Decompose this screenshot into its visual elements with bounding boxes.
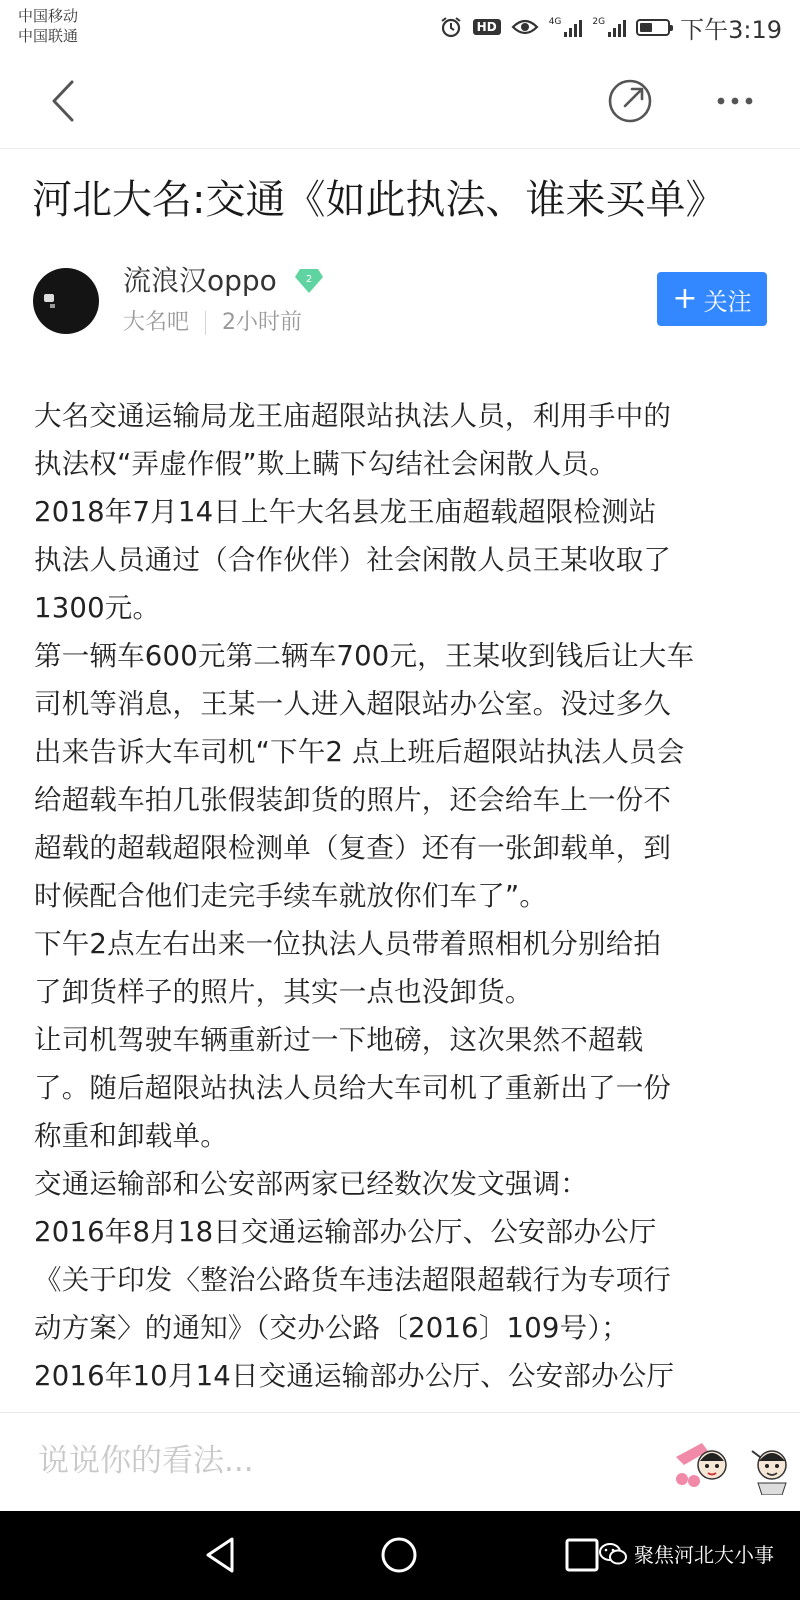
status-icons: [439, 12, 782, 42]
battery-icon: [636, 19, 670, 36]
body-line: 动方案〉的通知》（交办公路〔2016〕109号）；: [34, 1312, 629, 1344]
signal-1-icon: [549, 17, 583, 37]
body-line: 下午2点左右出来一位执法人员带着照相机分别给拍: [34, 928, 662, 960]
follow-button[interactable]: [657, 272, 767, 326]
watermark-text: 聚焦河北大小事: [634, 1543, 774, 1567]
watermark: [598, 1539, 774, 1568]
battery-fill: [640, 23, 652, 32]
carrier-info: [18, 6, 78, 46]
avatar-light: [44, 294, 54, 302]
post-time: 2小时前: [222, 310, 303, 335]
system-nav-bar: [0, 1511, 800, 1600]
body-line: 司机等消息，王某一人进入超限站办公室。没过多久: [34, 688, 672, 720]
hd-icon: HD: [473, 19, 501, 35]
alarm-icon: [439, 15, 463, 39]
triangle-back-icon[interactable]: [200, 1533, 244, 1577]
level-badge-number: 2: [305, 274, 313, 285]
avatar-light-small: [50, 304, 55, 308]
body-line: 大名交通运输局龙王庙超限站执法人员，利用手中的: [34, 400, 672, 432]
forum-name[interactable]: 大名吧: [123, 310, 190, 335]
body-line: 让司机驾驶车辆重新过一下地磅，这次果然不超载: [34, 1024, 644, 1056]
post-body: [34, 392, 774, 1410]
comment-bar: [0, 1412, 800, 1512]
author-avatar[interactable]: [33, 268, 99, 334]
share-icon[interactable]: [605, 76, 655, 126]
body-line: 出来告诉大车司机“下午2 点上班后超限站执法人员会: [34, 736, 685, 768]
circle-home-icon[interactable]: [377, 1533, 421, 1577]
body-line: 《关于印发〈整治公路货车违法超限超载行为专项行: [34, 1264, 672, 1296]
body-line: 超载的超载超限检测单（复查）还有一张卸载单，到: [34, 832, 672, 864]
status-time: 下午3:19: [680, 15, 782, 44]
body-line: 时候配合他们走完手续车就放你们车了”。: [34, 880, 548, 912]
body-line: 2016年8月18日交通运输部办公厅、公安部办公厅: [34, 1216, 657, 1248]
network-2-label: 2G: [592, 17, 606, 27]
wechat-icon: [598, 1541, 628, 1567]
body-line: 了卸货样子的照片，其实一点也没卸货。: [34, 976, 533, 1008]
body-line: 执法人员通过（合作伙伴）社会闲散人员王某收取了: [34, 544, 672, 576]
author-name[interactable]: 流浪汉oppo: [123, 264, 277, 297]
network-1-label: 4G: [548, 17, 562, 27]
carrier-1: 中国移动: [18, 7, 79, 25]
carrier-2: 中国联通: [18, 27, 79, 45]
body-line: 交通运输部和公安部两家已经数次发文强调：: [34, 1168, 588, 1200]
emoji-figure-icon[interactable]: [750, 1443, 792, 1495]
body-line: 给超载车拍几张假装卸货的照片，还会给车上一份不: [34, 784, 672, 816]
chevron-left-icon[interactable]: [40, 76, 90, 126]
body-line: 1300元。: [34, 592, 161, 624]
post-title: 河北大名:交通《如此执法、谁来买单》: [32, 177, 726, 223]
meta-divider: [205, 311, 206, 335]
top-nav-bar: [0, 56, 800, 149]
body-line: 2018年7月14日上午大名县龙王庙超载超限检测站: [34, 496, 657, 528]
body-line: 称重和卸载单。: [34, 1120, 228, 1152]
emoji-sticker-icon[interactable]: [672, 1435, 728, 1489]
status-bar: [0, 0, 800, 56]
eye-icon: [511, 17, 539, 37]
signal-2-icon: [592, 17, 626, 37]
body-line: 了。随后超限站执法人员给大车司机了重新出了一份: [34, 1072, 672, 1104]
body-line: 执法权“弄虚作假”欺上瞒下勾结社会闲散人员。: [34, 448, 617, 480]
body-line: 2016年10月14日交通运输部办公厅、公安部办公厅: [34, 1360, 675, 1392]
more-horizontal-icon[interactable]: [710, 76, 760, 126]
follow-label: 关注: [703, 287, 752, 316]
comment-input[interactable]: [38, 1439, 598, 1483]
plus-icon: +: [672, 281, 698, 316]
level-badge-icon: [294, 268, 324, 294]
author-meta: [123, 308, 302, 338]
body-line: 第一辆车600元第二辆车700元，王某收到钱后让大车: [34, 640, 695, 672]
